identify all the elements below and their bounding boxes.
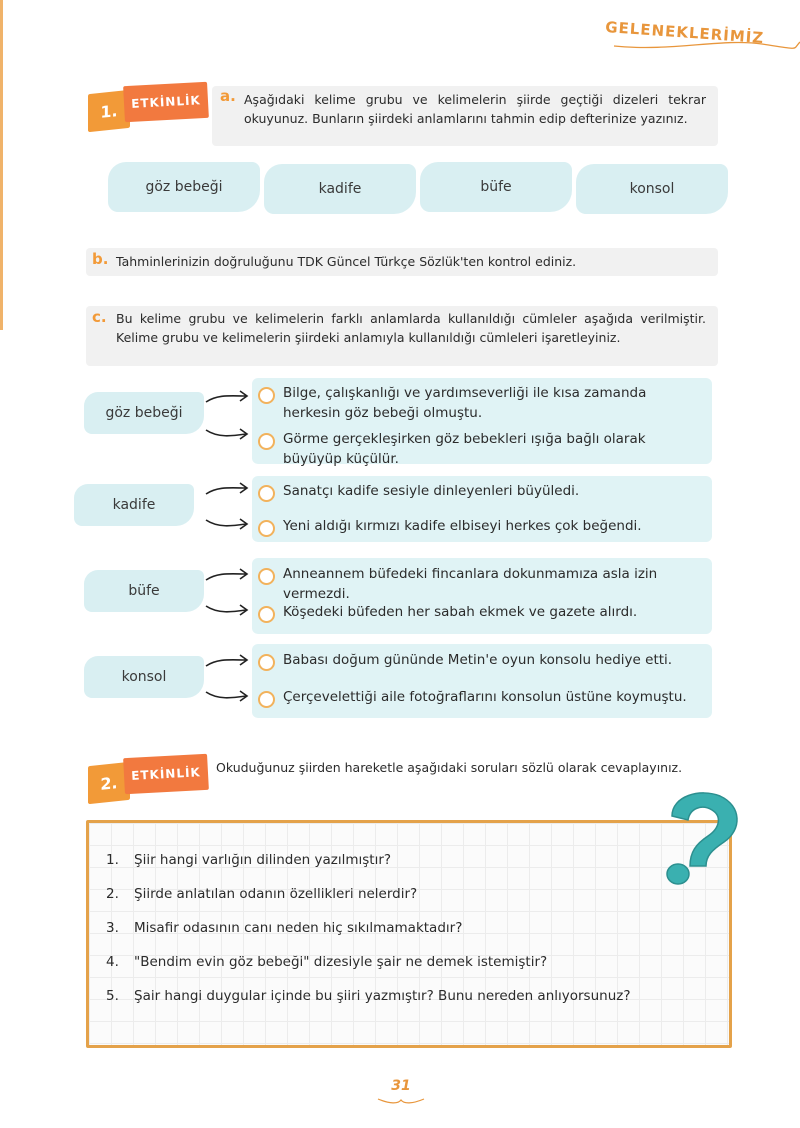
question-number: 2. (106, 886, 119, 902)
question-number: 4. (106, 954, 119, 970)
question-a-text: Aşağıdaki kelime grubu ve kelimelerin şiirde geçtiği dizeleri tekrar okuyunuz. Bunların şiirdeki anlamlarını tahmin edip defterinize yazınız. (244, 92, 706, 126)
term-card: kadife (74, 484, 194, 526)
activity-1-label: ETKİNLİK (123, 82, 209, 122)
question-item (106, 920, 706, 942)
activity-1-number: 1. (88, 90, 130, 132)
option-text: Anneannem büfedeki fincanlara dokunmamıza asla izin vermezdi. (283, 566, 658, 602)
checkbox-circle[interactable] (258, 606, 275, 623)
question-c-box (86, 306, 718, 366)
question-item (106, 988, 706, 1010)
question-item (106, 852, 706, 874)
question-number: 3. (106, 920, 119, 936)
question-c-letter: c. (92, 308, 107, 326)
arrow-icon (204, 566, 252, 620)
question-number: 5. (106, 988, 119, 1004)
question-item (106, 954, 706, 976)
arrow-icon (204, 482, 252, 532)
page-number: 31 (391, 1078, 411, 1094)
word-card: büfe (420, 162, 572, 212)
page-number-swirl-decoration (376, 1094, 426, 1108)
option-text: Babası doğum gününde Metin'e oyun konsolu hediye etti. (283, 652, 673, 668)
page-edge-tab (0, 0, 3, 330)
word-card: konsol (576, 164, 728, 214)
question-b-text: Tahminlerinizin doğruluğunu TDK Güncel Türkçe Sözlük'ten kontrol ediniz. (116, 254, 577, 269)
question-text: Şiirde anlatılan odanın özellikleri nelerdir? (134, 886, 418, 902)
checkbox-circle[interactable] (258, 520, 275, 537)
question-text: "Bendim evin göz bebeği" dizesiyle şair ne demek istemiştir? (134, 954, 548, 970)
word-card: kadife (264, 164, 416, 214)
option-text: Bilge, çalışkanlığı ve yardımseverliği ile kısa zamanda herkesin göz bebeği olmuştu. (283, 385, 647, 421)
arrow-icon (204, 388, 252, 444)
term-card: konsol (84, 656, 204, 698)
checkbox-circle[interactable] (258, 568, 275, 585)
activity-2-number: 2. (88, 762, 130, 804)
question-text: Misafir odasının canı neden hiç sıkılmamaktadır? (134, 920, 463, 936)
checkbox-circle[interactable] (258, 654, 275, 671)
option-text: Görme gerçekleşirken göz bebekleri ışığa bağlı olarak büyüyüp küçülür. (283, 431, 646, 467)
word-card: göz bebeği (108, 162, 260, 212)
question-text: Şiir hangi varlığın dilinden yazılmıştır? (134, 852, 392, 868)
option-text: Köşedeki büfeden her sabah ekmek ve gazete alırdı. (283, 604, 638, 620)
term-card: göz bebeği (84, 392, 204, 434)
activity-2-label: ETKİNLİK (123, 754, 209, 794)
question-b-letter: b. (92, 250, 109, 268)
option-text: Sanatçı kadife sesiyle dinleyenleri büyüledi. (283, 483, 580, 499)
activity-2-badge (88, 756, 212, 794)
checkbox-circle[interactable] (258, 433, 275, 450)
question-mark-icon (650, 786, 746, 894)
term-card: büfe (84, 570, 204, 612)
question-c-text: Bu kelime grubu ve kelimelerin farklı anlamlarda kullanıldığı cümleler aşağıda verilmiştir. Kelime grubu ve kelimelerin şiirdeki anlamıyla kullanıldığı cümleleri işaretleyiniz. (116, 311, 706, 345)
option-text: Çerçevelettiği aile fotoğraflarını konsolun üstüne koymuştu. (283, 689, 687, 705)
question-a-letter: a. (220, 87, 236, 105)
arrow-icon (204, 652, 252, 706)
checkbox-circle[interactable] (258, 691, 275, 708)
section-title: GELENEKLERİMİZ (604, 18, 765, 48)
option-text: Yeni aldığı kırmızı kadife elbiseyi herkes çok beğendi. (283, 518, 642, 534)
activity-1-badge (88, 84, 212, 122)
question-number: 1. (106, 852, 119, 868)
question-text: Şair hangi duygular içinde bu şiiri yazmıştır? Bunu nereden anlıyorsunuz? (134, 988, 631, 1004)
checkbox-circle[interactable] (258, 485, 275, 502)
question-b-box (86, 248, 718, 276)
activity-2-intro: Okuduğunuz şiirden hareketle aşağıdaki soruları sözlü olarak cevaplayınız. (216, 760, 683, 775)
checkbox-circle[interactable] (258, 387, 275, 404)
header-swirl-decoration (612, 36, 800, 56)
question-item (106, 886, 706, 908)
question-a-box (212, 86, 718, 146)
